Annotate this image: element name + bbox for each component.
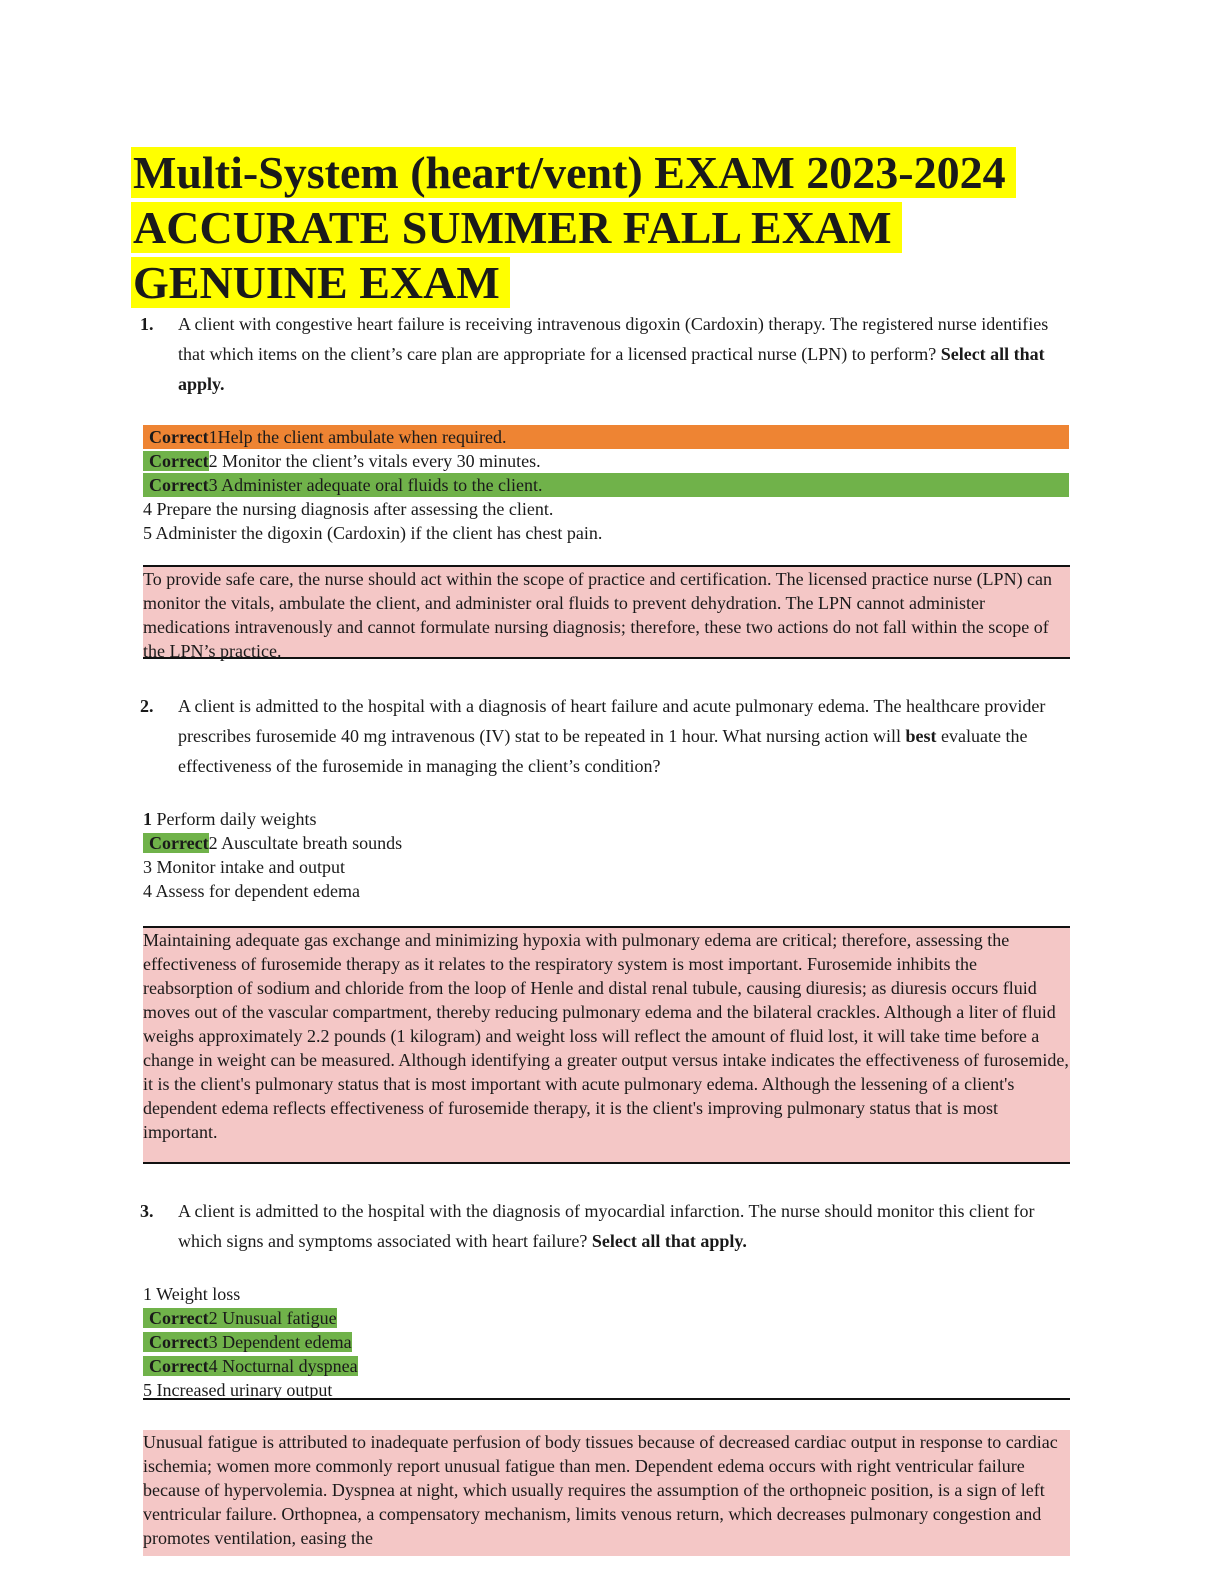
correct-badge: Correct bbox=[149, 1356, 209, 1376]
correct-badge: Correct bbox=[149, 1308, 209, 1328]
question-emphasis: Select all that apply. bbox=[591, 1231, 747, 1251]
option-3[interactable]: 3 Monitor intake and output bbox=[143, 857, 345, 877]
title-line-3: GENUINE EXAM bbox=[131, 257, 510, 308]
question-3-options bbox=[143, 1282, 358, 1402]
correct-badge: Correct bbox=[149, 833, 209, 853]
correct-badge: Correct bbox=[149, 475, 209, 495]
question-1 bbox=[140, 309, 1060, 399]
question-stem: A client is admitted to the hospital with a diagnosis of heart failure and acute pulmonary edema. The healthcare provider prescribes furosemide 40 mg intravenous (IV) stat to be repeated in 1 hour. What nursing action will best evaluate the effectiveness of the furosemide in managing the client’s condition? bbox=[178, 696, 1046, 776]
option-3[interactable]: Correct3 Dependent edema bbox=[143, 1330, 358, 1354]
question-3-rationale: Unusual fatigue is attributed to inadequate perfusion of body tissues because of decreased cardiac output in response to cardiac ischemia; women more commonly report unusual fatigue than men. Dependent edema occurs with right ventricular failure because of hypervolemia. Dyspnea at night, which usually requires the assumption of the orthopneic position, is a sign of left ventricular failure. Orthopnea, a compensatory mechanism, limits venous return, which decreases pulmonary congestion and promotes ventilation, easing the bbox=[143, 1430, 1070, 1556]
question-2-rationale: Maintaining adequate gas exchange and minimizing hypoxia with pulmonary edema are critical; therefore, assessing the effectiveness of furosemide therapy as it relates to the respiratory system is most important. Furosemide inhibits the reabsorption of sodium and chloride from the loop of Henle and distal renal tubule, causing diuresis; as diuresis occurs fluid moves out of the vascular compartment, thereby reducing pulmonary edema and the bilateral crackles. Although a liter of fluid weighs approximately 2.2 pounds (1 kilogram) and weight loss will reflect the amount of fluid lost, it will take time before a change in weight can be measured. Although identifying a greater output versus intake indicates the effectiveness of furosemide, it is the client's pulmonary status that is most important with acute pulmonary edema. Although the lessening of a client's dependent edema reflects effectiveness of furosemide therapy, it is the client's improving pulmonary status that is most important. bbox=[143, 928, 1070, 1164]
question-1-rationale: To provide safe care, the nurse should act within the scope of practice and certification. The licensed practice nurse (LPN) can monitor the vitals, ambulate the client, and administer oral fluids to prevent dehydration. The LPN cannot administer medications intravenously and cannot formulate nursing diagnosis; therefore, these two actions do not fall within the scope of the LPN’s practice. bbox=[143, 567, 1070, 659]
option-5[interactable]: 5 Increased urinary output bbox=[143, 1380, 333, 1400]
option-2[interactable]: Correct2 Monitor the client’s vitals every 30 minutes. bbox=[143, 449, 1069, 473]
question-number: 2. bbox=[140, 696, 154, 716]
question-emphasis: Select all that apply. bbox=[178, 344, 1045, 394]
question-2-options bbox=[143, 807, 402, 903]
option-1[interactable]: 1 Weight loss bbox=[143, 1284, 241, 1304]
question-3 bbox=[140, 1196, 1060, 1256]
option-1[interactable]: 1 Perform daily weights bbox=[143, 809, 317, 829]
option-4[interactable]: Correct4 Nocturnal dyspnea bbox=[143, 1354, 358, 1378]
question-number: 3. bbox=[140, 1201, 154, 1221]
option-3[interactable]: Correct3 Administer adequate oral fluids to the client. bbox=[143, 473, 1069, 497]
question-emphasis: best bbox=[905, 726, 937, 746]
document-title bbox=[131, 145, 1016, 310]
option-1[interactable]: Correct1Help the client ambulate when required. bbox=[143, 425, 1069, 449]
question-1-options bbox=[143, 425, 1069, 545]
option-2[interactable]: Correct2 Unusual fatigue bbox=[143, 1306, 358, 1330]
question-stem: A client is admitted to the hospital with the diagnosis of myocardial infarction. The nurse should monitor this client for which signs and symptoms associated with heart failure? Select all that apply. bbox=[178, 1201, 1035, 1251]
option-4[interactable]: 4 Prepare the nursing diagnosis after assessing the client. bbox=[143, 499, 554, 519]
question-number: 1. bbox=[140, 314, 154, 334]
question-stem: A client with congestive heart failure is receiving intravenous digoxin (Cardoxin) therapy. The registered nurse identifies that which items on the client’s care plan are appropriate for a licensed practical nurse (LPN) to perform? Select all that apply. bbox=[178, 314, 1049, 394]
correct-badge: Correct bbox=[149, 451, 209, 471]
option-5[interactable]: 5 Administer the digoxin (Cardoxin) if the client has chest pain. bbox=[143, 523, 603, 543]
correct-badge: Correct bbox=[149, 1332, 209, 1352]
question-2 bbox=[140, 691, 1060, 781]
option-4[interactable]: 4 Assess for dependent edema bbox=[143, 881, 360, 901]
divider bbox=[143, 1398, 1070, 1400]
correct-badge: Correct bbox=[149, 427, 209, 447]
option-2[interactable]: Correct2 Auscultate breath sounds bbox=[143, 831, 402, 855]
title-line-2: ACCURATE SUMMER FALL EXAM bbox=[131, 202, 902, 253]
title-line-1: Multi-System (heart/vent) EXAM 2023-2024 bbox=[131, 147, 1016, 198]
